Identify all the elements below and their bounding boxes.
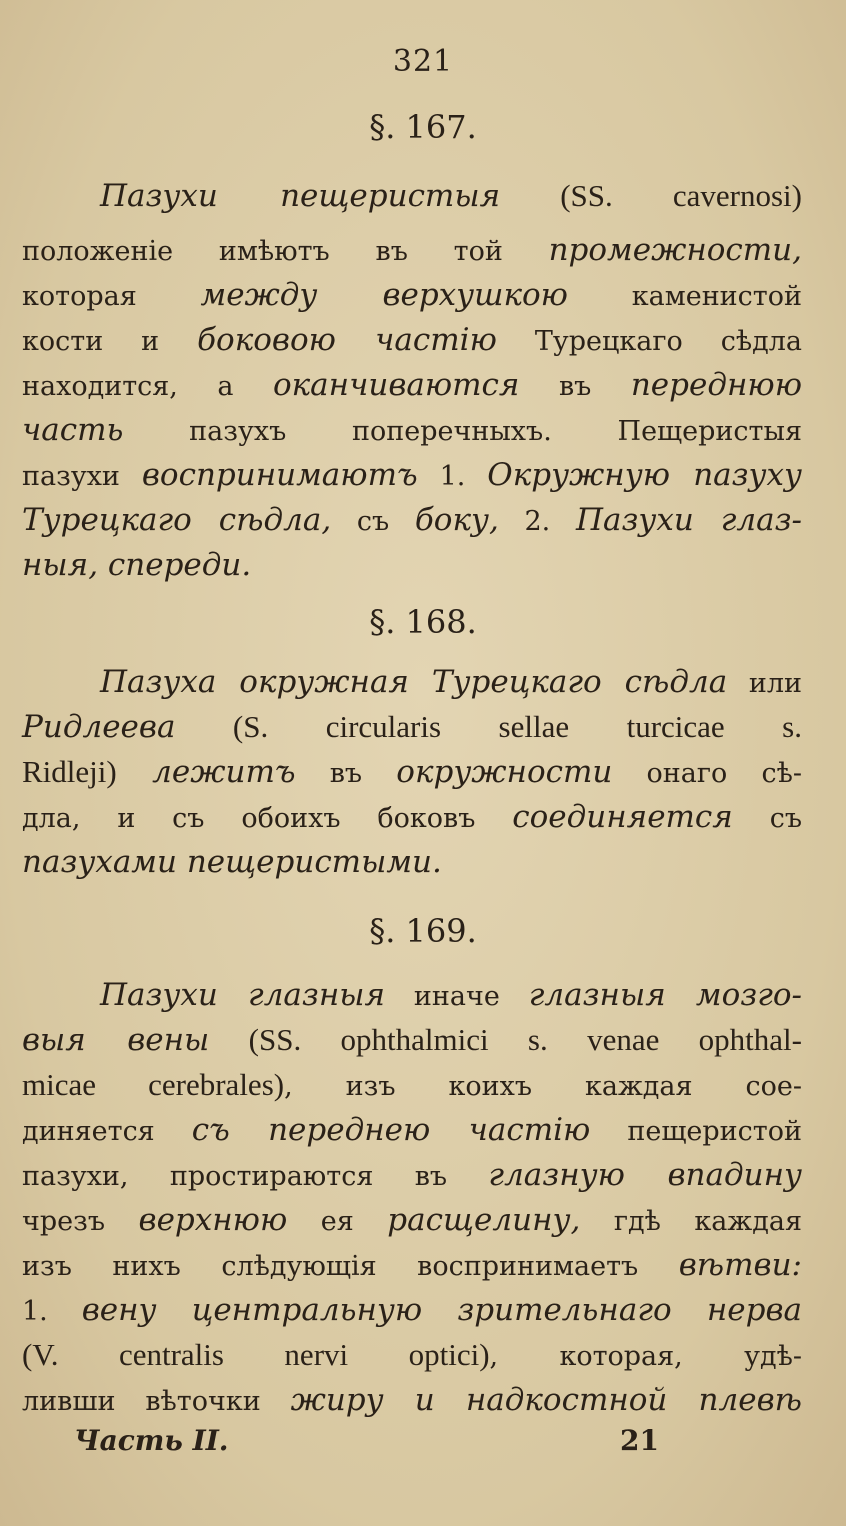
text-run: , которая, удѣ- <box>489 1341 802 1372</box>
text-line <box>22 545 802 587</box>
text-run: пазухи <box>22 461 142 492</box>
latin-term: Ridleji) <box>22 754 117 789</box>
italic-term: лежитъ <box>116 754 296 790</box>
italic-term: ныя, спереди. <box>22 547 252 583</box>
text-line <box>22 1335 802 1377</box>
text-line <box>100 662 802 704</box>
latin-term: (V. centralis nervi optici) <box>22 1337 490 1372</box>
latin-term: (S. circularis sellae turcicae s. <box>175 709 802 744</box>
text-line <box>22 1065 802 1107</box>
italic-term: вѣтви: <box>678 1247 802 1283</box>
italic-term: вену центральную зрительнаго нерва <box>81 1292 802 1328</box>
text-run: пазухъ поперечныхъ. Пещеристыя <box>123 416 802 447</box>
text-line <box>22 1200 802 1242</box>
italic-term: глазныя мозго- <box>528 977 803 1013</box>
italic-term: Пазухи глаз- <box>575 502 803 538</box>
italic-term: пазухами пещеристыми. <box>22 844 442 880</box>
text-line <box>22 1155 802 1197</box>
text-line <box>22 1290 802 1332</box>
text-run: которая <box>22 281 201 312</box>
text-line <box>22 1380 802 1422</box>
text-line <box>22 797 802 839</box>
text-run: онаго сѣ- <box>612 758 802 789</box>
text-run: въ <box>295 758 397 789</box>
italic-term: воспринимаютъ <box>141 457 418 493</box>
page-number: 321 <box>392 44 454 79</box>
text-run: ея <box>287 1206 388 1237</box>
text-run: изъ нихъ слѣдующія воспринимаетъ <box>22 1251 679 1282</box>
latin-term: micae cerebrales) <box>22 1067 285 1102</box>
italic-term: выя вены <box>22 1022 210 1058</box>
text-line <box>22 455 802 497</box>
text-run: каменистой <box>567 281 802 312</box>
text-run: съ <box>331 506 415 537</box>
italic-term: между верхушкою <box>200 277 568 313</box>
section-heading: §. 169. <box>369 912 477 950</box>
italic-term: промежности, <box>548 232 802 268</box>
text-run: , изъ коихъ каждая сое- <box>284 1071 802 1102</box>
text-run: находится, а <box>22 371 273 402</box>
text-line <box>22 320 802 362</box>
sheet-number: 21 <box>620 1424 659 1457</box>
text-run: иначе <box>385 981 529 1012</box>
italic-term: Пазухи глазныя <box>100 977 386 1013</box>
latin-term: (SS. cavernosi) <box>500 178 802 213</box>
italic-term: боку, <box>414 502 499 538</box>
text-run: гдѣ каждая <box>580 1206 802 1237</box>
text-line <box>22 842 802 884</box>
italic-term: боковою частію <box>197 322 497 358</box>
text-run: диняется <box>22 1116 192 1147</box>
text-run: съ <box>732 803 802 834</box>
italic-term: верхнюю <box>138 1202 288 1238</box>
italic-term: Пазуха окружная Турецкаго сѣдла <box>100 664 728 700</box>
text-run: или <box>727 668 802 699</box>
italic-term: Турецкаго сѣдла, <box>22 502 332 538</box>
text-line <box>100 975 802 1017</box>
text-run: 2. <box>498 506 576 537</box>
text-line <box>22 230 802 272</box>
text-run: ливши вѣточки <box>22 1386 291 1417</box>
text-line <box>22 1245 802 1287</box>
italic-term: соединяется <box>512 799 733 835</box>
text-run: 1. <box>417 461 488 492</box>
section-heading: §. 167. <box>369 108 477 146</box>
text-run: Турецкаго сѣдла <box>496 326 802 357</box>
italic-term: Пазухи пещеристыя <box>100 178 501 214</box>
italic-term: оканчиваются <box>273 367 520 403</box>
text-run: пещеристой <box>590 1116 802 1147</box>
text-line <box>22 500 802 542</box>
section-heading: §. 168. <box>369 603 477 641</box>
text-line <box>100 176 802 218</box>
italic-term: Окружную пазуху <box>487 457 802 493</box>
italic-term: переднюю <box>630 367 802 403</box>
text-run: въ <box>519 371 631 402</box>
text-run: кости и <box>22 326 198 357</box>
text-line <box>22 1110 802 1152</box>
text-line <box>22 752 802 794</box>
text-run: положеніе имѣютъ въ той <box>22 236 549 267</box>
italic-term: расщелину, <box>387 1202 581 1238</box>
text-line <box>22 365 802 407</box>
italic-term: съ переднею частію <box>191 1112 591 1148</box>
text-run: чрезъ <box>22 1206 139 1237</box>
text-run: дла, и съ обоихъ боковъ <box>22 803 513 834</box>
text-run: 1. <box>22 1296 82 1327</box>
text-line <box>22 410 802 452</box>
italic-term: глазную впадину <box>488 1157 802 1193</box>
italic-term: окружности <box>396 754 613 790</box>
text-run: пазухи, простираются въ <box>22 1161 489 1192</box>
italic-term: жиру и надкостной плевѣ <box>290 1382 802 1418</box>
italic-term: Ридлеева <box>22 709 176 745</box>
text-line <box>22 1020 802 1062</box>
latin-term: (SS. ophthalmici s. venae ophthal- <box>209 1022 802 1057</box>
italic-term: часть <box>22 412 124 448</box>
text-line <box>22 707 802 749</box>
text-line <box>22 275 802 317</box>
signature-mark: Часть II. <box>74 1424 229 1457</box>
